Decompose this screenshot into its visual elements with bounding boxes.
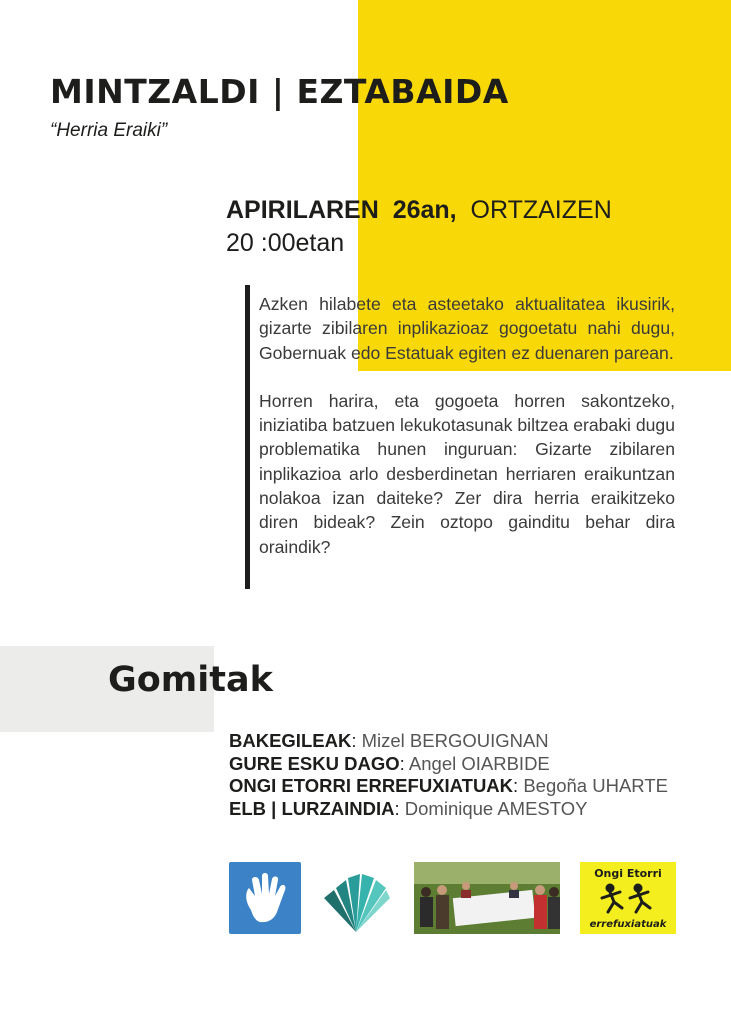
page-subtitle: “Herria Eraiki”: [50, 120, 168, 141]
ongi-etorri-bottom-text: errefuxiatuak: [589, 919, 667, 930]
bakegileak-logo: [229, 862, 301, 934]
event-place: ORTZAIZEN: [470, 196, 612, 224]
guest-list: [229, 730, 668, 820]
guest-person: Dominique AMESTOY: [404, 797, 588, 819]
hand-icon: [229, 862, 301, 934]
lurzaindia-photo: [414, 862, 560, 934]
event-time: 20 :00etan: [226, 229, 345, 257]
guest-person: Begoña UHARTE: [523, 775, 668, 796]
guest-org: BAKEGILEAK: [229, 730, 352, 751]
fan-icon: [320, 862, 392, 934]
guest-item: [229, 730, 668, 753]
page-title: MINTZALDI | EZTABAIDA: [50, 72, 509, 111]
guest-person: Mizel BERGOUIGNAN: [361, 730, 549, 751]
guest-org: ONGI ETORRI ERREFUXIATUAK: [229, 775, 514, 796]
guest-item: [229, 775, 668, 798]
quote-bar: [245, 285, 250, 589]
guest-item: [229, 753, 668, 776]
guest-item: [229, 798, 668, 821]
guest-org: GURE ESKU DAGO: [229, 752, 400, 774]
guest-separator: :: [399, 752, 409, 774]
running-figures-icon: [602, 885, 650, 912]
ongi-etorri-logo: [580, 862, 676, 934]
guest-separator: :: [351, 730, 362, 751]
event-description: [259, 292, 675, 559]
event-day: 26an,: [392, 196, 457, 224]
guest-separator: :: [513, 775, 524, 796]
guest-person: Angel OIARBIDE: [408, 752, 550, 774]
guests-heading: Gomitak: [108, 660, 273, 700]
group-photo-icon: [414, 862, 560, 934]
description-paragraph: Azken hilabete eta asteetako aktualitatea ikusirik, gizarte zibilaren inplikazioaz gogoetatu nahi dugu, Gobernuak edo Estatuak egiten ez duenaren parean.: [259, 294, 675, 363]
event-month: APIRILAREN: [226, 196, 379, 224]
guest-separator: :: [394, 797, 405, 819]
ongi-etorri-top-text: Ongi Etorri: [594, 867, 662, 880]
gure-esku-dago-logo: [320, 862, 392, 934]
ongi-etorri-graphic: [580, 862, 676, 934]
description-paragraph: Horren harira, eta gogoeta horren sakontzeko, iniziatiba batzuen lekukotasunak biltzea erabaki dugu problematika hunen inguruan: Gizarte zibilaren inplikazioa arlo desberdinetan herriaren eraikuntzan nolakoa izan daiteke? Zer dira herria eraikitzeko diren bideak? Zein oztopo gainditu behar dira oraindik?: [259, 390, 675, 557]
guest-org: ELB | LURZAINDIA: [229, 797, 395, 819]
event-date: [226, 196, 612, 225]
